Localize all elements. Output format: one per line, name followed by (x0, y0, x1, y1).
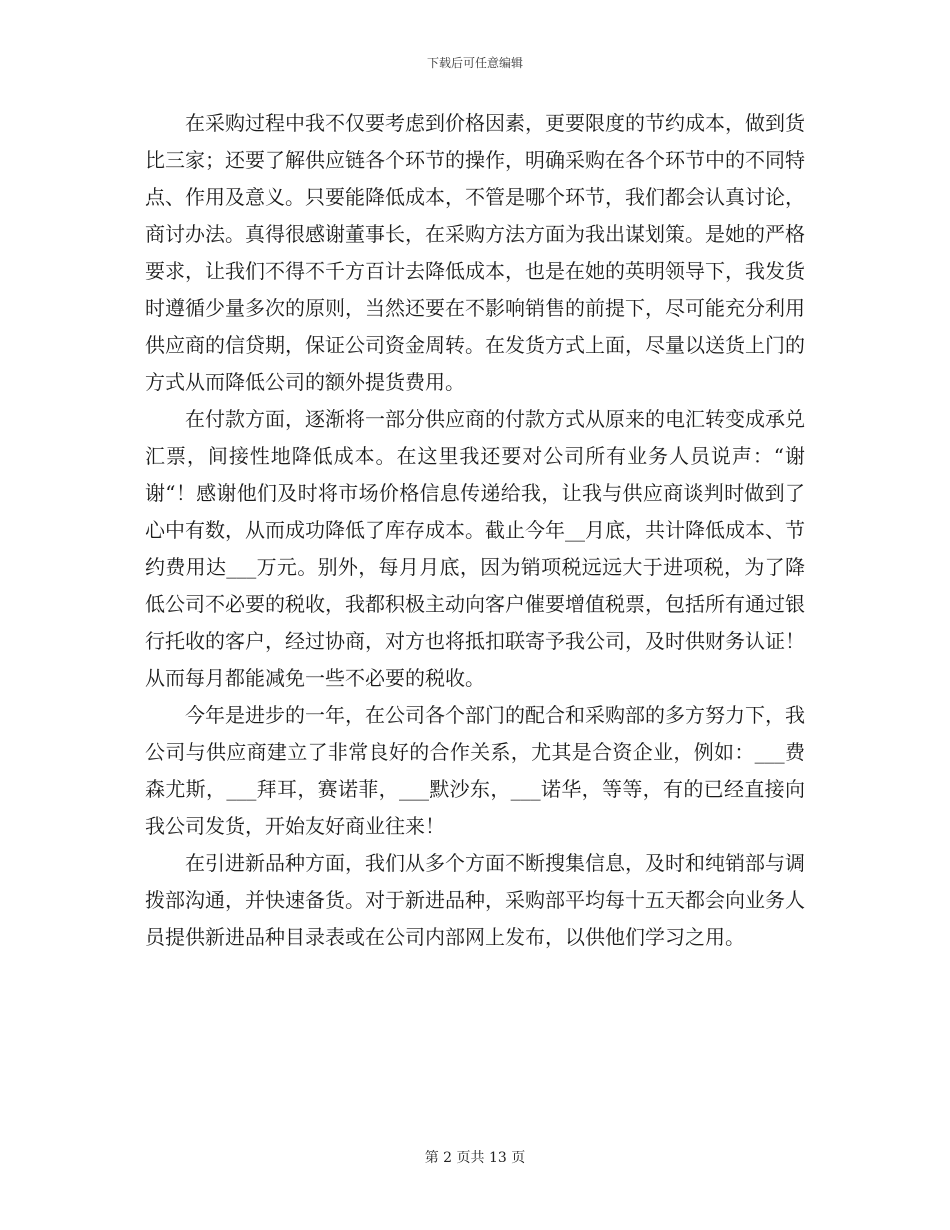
paragraph-supplier-relations: 今年是进步的一年，在公司各个部门的配合和采购部的多方努力下，我公司与供应商建立了非常良好的合作关系，尤其是合资企业，例如：___费森尤斯，___拜耳，赛诺菲，___默沙东，___诺华，等等，有的已经直接向我公司发货，开始友好商业往来！ (145, 703, 805, 838)
page-header: 下载后可任意编辑 (426, 56, 523, 70)
page-footer: 第 2 页共 13 页 (424, 1150, 526, 1166)
paragraph-procurement-cost: 在采购过程中我不仅要考虑到价格因素，更要限度的节约成本，做到货比三家；还要了解供应链各个环节的操作，明确采购在各个环节中的不同特点、作用及意义。只要能降低成本，不管是哪个环节，我们都会认真讨论，商讨办法。真得很感谢董事长，在采购方法方面为我出谋划策。是她的严格要求，让我们不得不千方百计去降低成本，也是在她的英明领导下，我发货时遵循少量多次的原则，当然还要在不影响销售的前提下，尽可能充分利用供应商的信贷期，保证公司资金周转。在发货方式上面，尽量以送货上门的方式从而降低公司的额外提货费用。 (145, 111, 805, 394)
paragraph-new-products: 在引进新品种方面，我们从多个方面不断搜集信息，及时和纯销部与调拨部沟通，并快速备货。对于新进品种，采购部平均每十五天都会向业务人员提供新进品种目录表或在公司内部网上发布，以供他们学习之用。 (145, 851, 805, 949)
document-body (145, 105, 805, 956)
paragraph-payment-methods: 在付款方面，逐渐将一部分供应商的付款方式从原来的电汇转变成承兑汇票，间接性地降低成本。在这里我还要对公司所有业务人员说声：“谢谢“！感谢他们及时将市场价格信息传递给我，让我与供应商谈判时做到了心中有数，从而成功降低了库存成本。截止今年__月底，共计降低成本、节约费用达___万元。别外，每月月底，因为销项税远远大于进项税，为了降低公司不必要的税收，我都积极主动向客户催要增值税票，包括所有通过银行托收的客户，经过协商，对方也将抵扣联寄予我公司，及时供财务认证！从而每月都能减免一些不必要的税收。 (145, 407, 805, 690)
